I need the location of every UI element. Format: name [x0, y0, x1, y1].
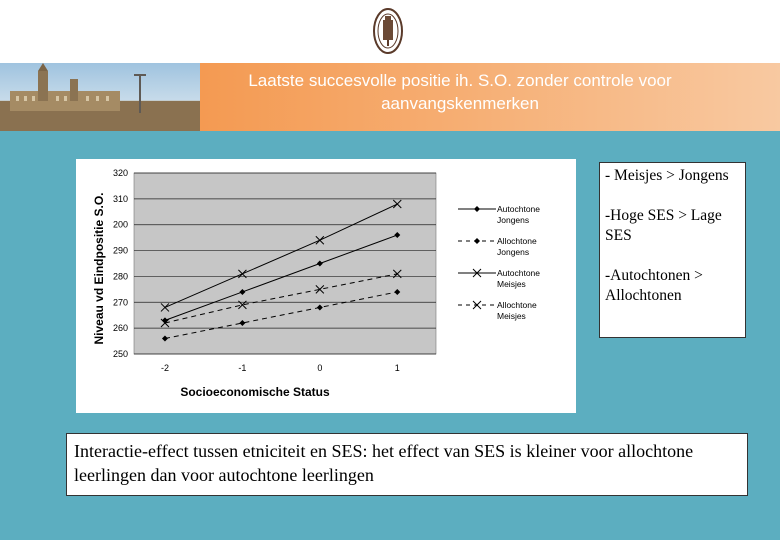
- legend-label: Jongens: [497, 215, 530, 225]
- legend-label: Meisjes: [497, 311, 526, 321]
- legend-label: Allochtone: [497, 300, 537, 310]
- x-tick-label: 0: [317, 363, 323, 373]
- legend-label: Jongens: [497, 247, 530, 257]
- title-panel: [200, 63, 780, 131]
- y-tick-label: 290: [112, 245, 128, 256]
- plot-area: [134, 173, 436, 354]
- line-chart: [76, 159, 576, 413]
- y-tick-label: 320: [112, 168, 128, 178]
- legend-marker: [474, 238, 480, 244]
- slide-content-area: [0, 131, 780, 540]
- town-hall-photo: [0, 63, 200, 131]
- x-tick-label: 1: [394, 363, 400, 373]
- y-axis-label: Niveau vd Eindpositie S.O.: [92, 192, 106, 345]
- x-tick-label: -2: [160, 363, 169, 373]
- legend-marker: [474, 206, 480, 212]
- conclusion-box: Interactie-effect tussen etniciteit en SES: het effect van SES is kleiner voor allochtone leerlingen dan voor autochtone leerlingen: [66, 433, 748, 496]
- findings-box: [599, 162, 746, 338]
- legend-label: Allochtone: [497, 236, 537, 246]
- y-tick-label: 270: [112, 297, 128, 308]
- y-tick-label: 250: [112, 349, 128, 359]
- title-banner: [0, 63, 780, 131]
- y-tick-label: 260: [112, 323, 128, 334]
- legend-label: Autochtone: [497, 204, 541, 214]
- x-axis-label: Socioeconomische Status: [180, 385, 330, 399]
- x-tick-label: -1: [238, 363, 247, 373]
- y-tick-label: 280: [112, 271, 128, 282]
- finding-item: - Meisjes > Jongens: [605, 167, 729, 184]
- y-tick-label: 200: [112, 219, 128, 230]
- finding-item: -Hoge SES > Lage SES: [605, 207, 722, 244]
- university-seal-logo: [371, 6, 405, 56]
- legend-label: Meisjes: [497, 279, 526, 289]
- finding-item: -Autochtonen > Allochtonen: [605, 267, 703, 304]
- legend-label: Autochtone: [497, 268, 541, 278]
- slide-title: Laatste succesvolle positie ih. S.O. zonder controle voor aanvangskenmerken: [248, 71, 672, 113]
- chart-panel: [76, 159, 576, 413]
- y-tick-label: 310: [112, 193, 128, 204]
